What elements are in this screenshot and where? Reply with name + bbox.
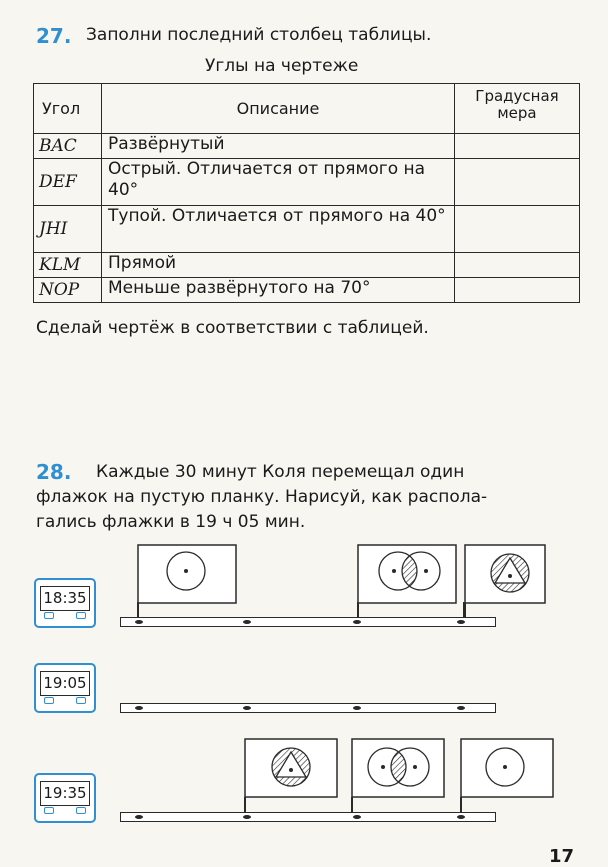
clock-button-icon: [76, 807, 86, 814]
flags-row-1: [120, 540, 500, 622]
task-27-instruction: Заполни последний столбец таблицы.: [86, 25, 432, 45]
page-number: 17: [549, 846, 575, 867]
row-name: NOP: [34, 278, 102, 303]
header-angle: Угол: [34, 84, 102, 134]
flags-row-3: [235, 735, 565, 820]
clock-button-icon: [76, 612, 86, 619]
row-description: Развёрнутый: [102, 134, 455, 159]
flag-two-circles-icon: [358, 545, 456, 620]
degree-answer-cell[interactable]: [455, 278, 580, 303]
task-27-number: 27.: [36, 24, 72, 48]
angles-table: [33, 83, 580, 303]
flag-circle-with-dot-icon: [138, 545, 236, 620]
row-description: Меньше развёрнутого на 70°: [102, 278, 455, 303]
task-28-text-line: Каждые 30 минут Коля перемещал один: [96, 462, 465, 482]
drawing-instruction: Сделай чертёж в соответствии с таблицей.: [36, 318, 429, 338]
degree-answer-cell[interactable]: [455, 134, 580, 159]
row-name: BAC: [34, 134, 102, 159]
clock-display: [34, 578, 96, 628]
clock-button-icon: [44, 612, 54, 619]
clock-time: 19:05: [40, 671, 90, 696]
flag-circle-with-dot-icon: [461, 739, 553, 817]
plank-row-1: [120, 617, 496, 627]
row-name: DEF: [34, 159, 102, 206]
task-28-text-line: гались флажки в 19 ч 05 мин.: [36, 512, 306, 532]
clock-button-icon: [44, 697, 54, 704]
clock-time: 18:35: [40, 586, 90, 611]
header-description: Описание: [102, 84, 455, 134]
task-28-text-line: флажок на пустую планку. Нарисуй, как распола-: [36, 487, 488, 507]
table-title: Углы на чертеже: [205, 56, 359, 76]
flag-two-circles-icon: [352, 739, 444, 817]
task-28-number: 28.: [36, 460, 72, 484]
degree-answer-cell[interactable]: [455, 253, 580, 278]
row-description: Тупой. Отличается от прямого на 40°: [102, 206, 455, 253]
degree-answer-cell[interactable]: [455, 159, 580, 206]
clock-display: [34, 663, 96, 713]
flag-triangle-in-circle-icon: [455, 540, 555, 622]
plank-row-2-empty[interactable]: [120, 703, 496, 713]
clock-display: [34, 773, 96, 823]
row-description: Острый. Отличается от прямого на 40°: [102, 159, 455, 206]
row-description: Прямой: [102, 253, 455, 278]
row-name: JHI: [34, 206, 102, 253]
degree-answer-cell[interactable]: [455, 206, 580, 253]
flag-triangle-in-circle-icon: [245, 739, 337, 817]
plank-row-3: [120, 812, 496, 822]
clock-time: 19:35: [40, 781, 90, 806]
clock-button-icon: [44, 807, 54, 814]
row-name: KLM: [34, 253, 102, 278]
header-degree: Градусная мера: [455, 84, 580, 134]
clock-button-icon: [76, 697, 86, 704]
